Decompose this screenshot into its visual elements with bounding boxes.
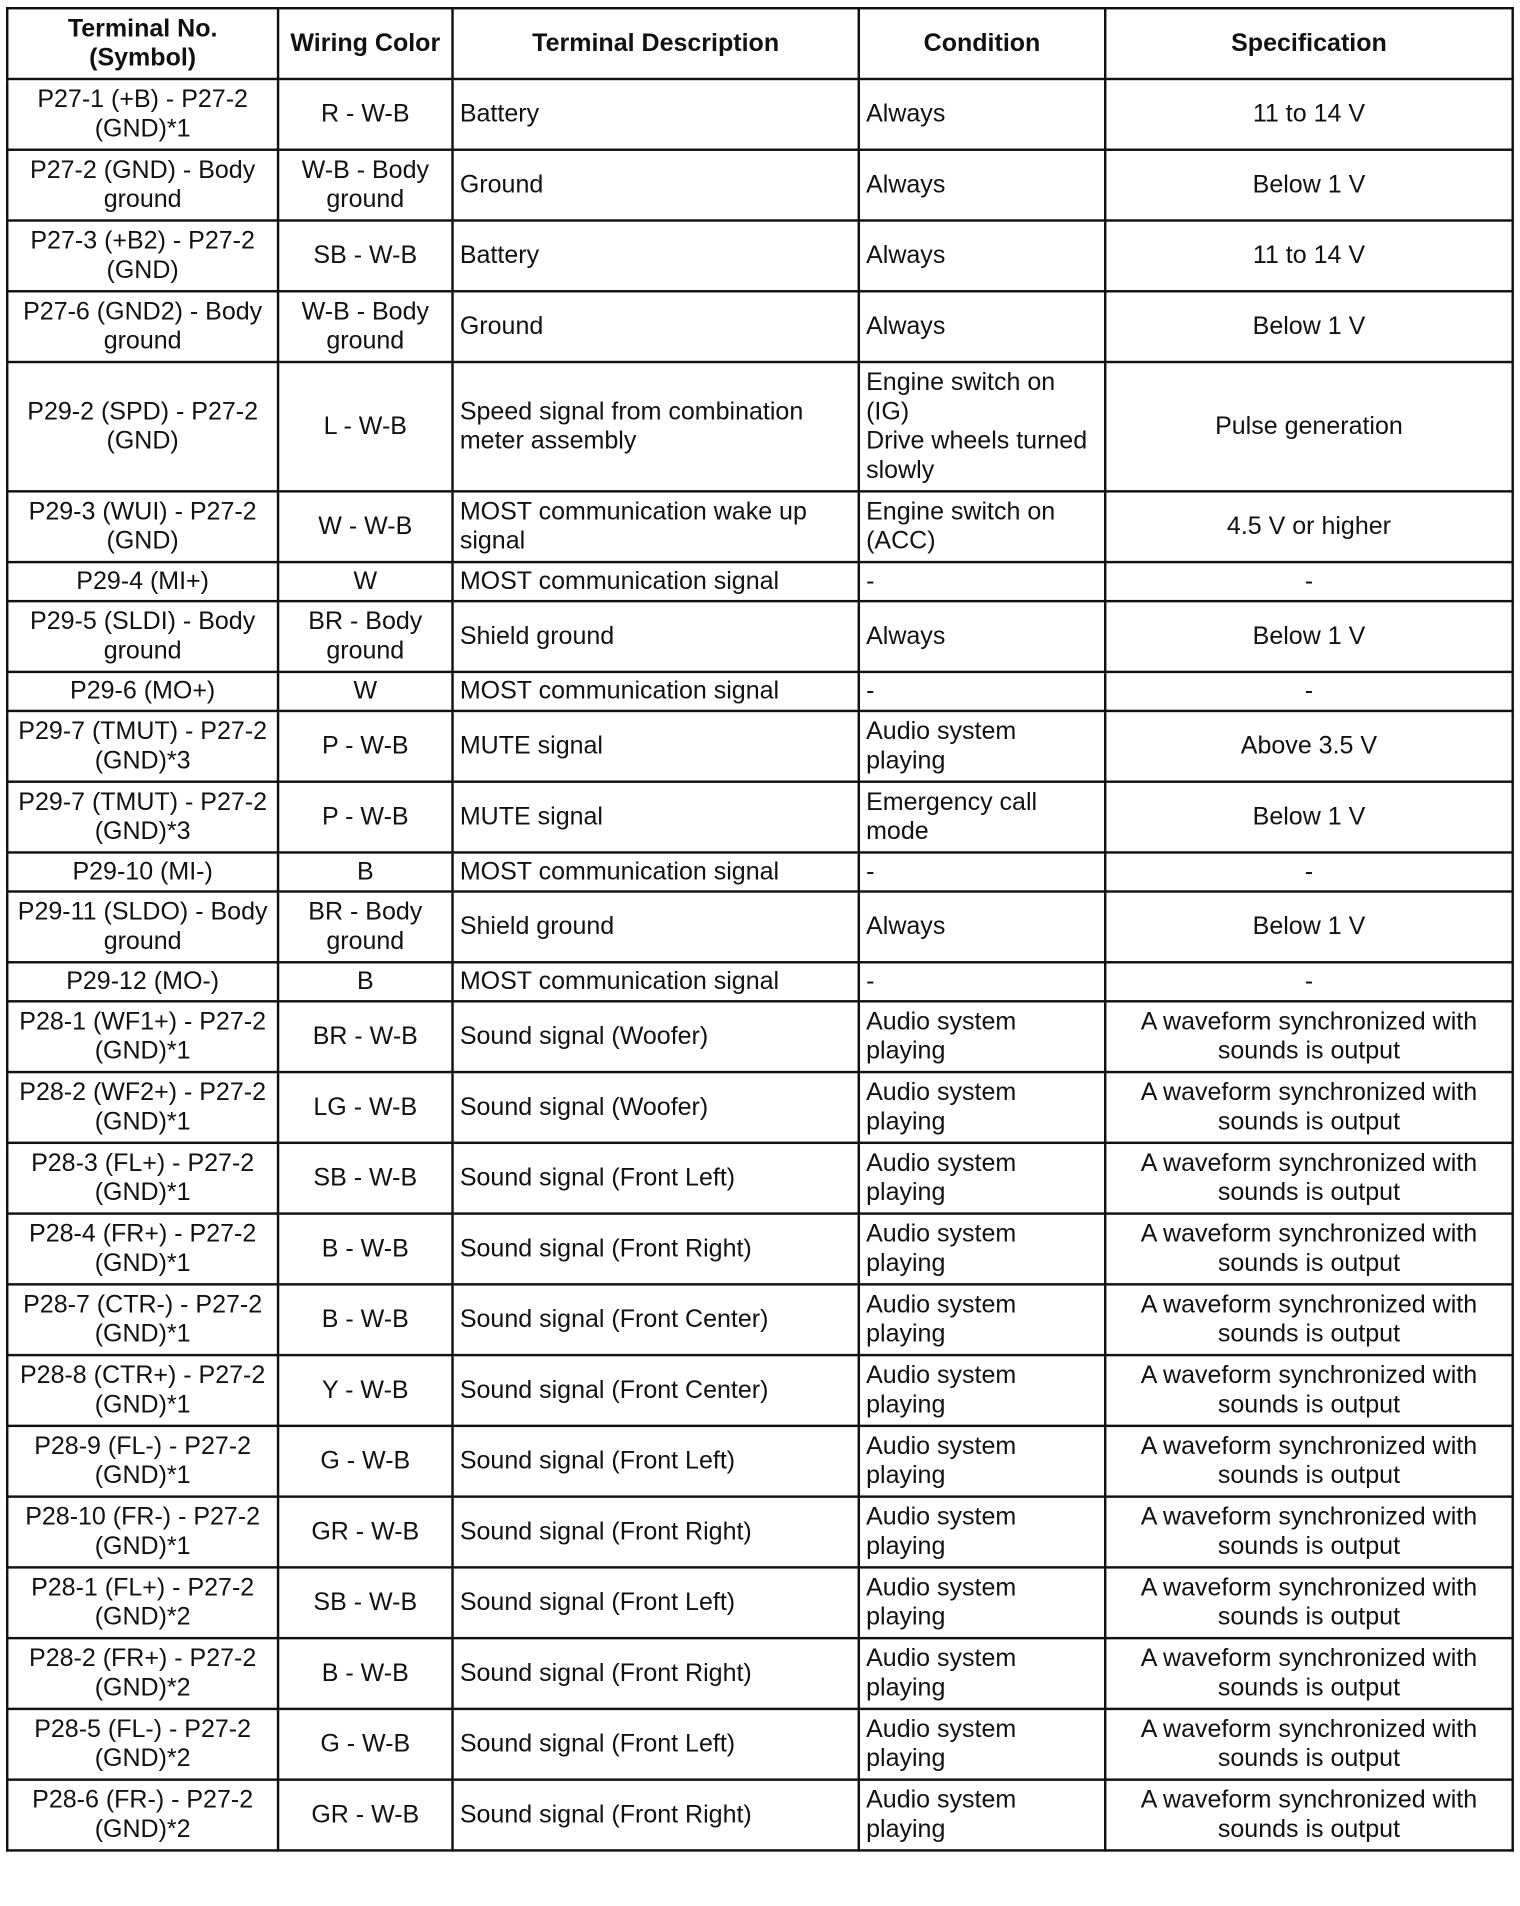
cell-specification: A waveform synchronized with sounds is output xyxy=(1105,1001,1512,1072)
cell-terminal: P27-6 (GND2) - Body ground xyxy=(7,291,278,362)
cell-wiring-color: P - W-B xyxy=(278,782,452,853)
cell-wiring-color: W xyxy=(278,562,452,601)
cell-specification: - xyxy=(1105,672,1512,711)
cell-condition xyxy=(859,362,1105,491)
cell-terminal: P29-7 (TMUT) - P27-2 (GND)*3 xyxy=(7,711,278,782)
cell-terminal: P29-6 (MO+) xyxy=(7,672,278,711)
table-row xyxy=(7,491,1512,562)
table-row xyxy=(7,1355,1512,1426)
cell-wiring-color: W - W-B xyxy=(278,491,452,562)
cell-description: MOST communication wake up signal xyxy=(453,491,859,562)
cell-description: Sound signal (Woofer) xyxy=(453,1072,859,1143)
cell-condition: Audio system playing xyxy=(859,1072,1105,1143)
cell-specification: Below 1 V xyxy=(1105,291,1512,362)
cell-description: MUTE signal xyxy=(453,711,859,782)
cell-specification: A waveform synchronized with sounds is output xyxy=(1105,1567,1512,1638)
cell-condition: Audio system playing xyxy=(859,1214,1105,1285)
cell-description: Ground xyxy=(453,291,859,362)
cell-specification: Above 3.5 V xyxy=(1105,711,1512,782)
cell-description: Sound signal (Front Right) xyxy=(453,1780,859,1851)
cell-terminal: P29-2 (SPD) - P27-2 (GND) xyxy=(7,362,278,491)
cell-wiring-color: LG - W-B xyxy=(278,1072,452,1143)
table-row xyxy=(7,892,1512,963)
cell-wiring-color: B - W-B xyxy=(278,1284,452,1355)
cell-terminal: P29-4 (MI+) xyxy=(7,562,278,601)
cell-terminal: P28-3 (FL+) - P27-2 (GND)*1 xyxy=(7,1143,278,1214)
table-body xyxy=(7,79,1512,1850)
header-row xyxy=(7,8,1512,79)
table-row xyxy=(7,1780,1512,1851)
table-row xyxy=(7,221,1512,292)
cell-wiring-color: B xyxy=(278,852,452,891)
cell-specification: 4.5 V or higher xyxy=(1105,491,1512,562)
cell-specification: A waveform synchronized with sounds is output xyxy=(1105,1497,1512,1568)
header-description: Terminal Description xyxy=(453,8,859,79)
table-row xyxy=(7,291,1512,362)
cell-wiring-color: BR - W-B xyxy=(278,1001,452,1072)
cell-specification: - xyxy=(1105,852,1512,891)
cell-specification: A waveform synchronized with sounds is output xyxy=(1105,1638,1512,1709)
cell-condition: Engine switch on (ACC) xyxy=(859,491,1105,562)
cell-terminal: P29-5 (SLDI) - Body ground xyxy=(7,601,278,672)
cell-wiring-color: P - W-B xyxy=(278,711,452,782)
cell-terminal: P29-7 (TMUT) - P27-2 (GND)*3 xyxy=(7,782,278,853)
cell-wiring-color: W xyxy=(278,672,452,711)
cell-condition: Audio system playing xyxy=(859,1001,1105,1072)
table-row xyxy=(7,1284,1512,1355)
cell-description: MOST communication signal xyxy=(453,852,859,891)
cell-wiring-color: B - W-B xyxy=(278,1638,452,1709)
table-row xyxy=(7,1072,1512,1143)
cell-condition: Audio system playing xyxy=(859,1497,1105,1568)
table-row xyxy=(7,601,1512,672)
cell-description: Ground xyxy=(453,150,859,221)
cell-description: MOST communication signal xyxy=(453,962,859,1001)
cell-description: Sound signal (Front Right) xyxy=(453,1638,859,1709)
cell-wiring-color: GR - W-B xyxy=(278,1780,452,1851)
cell-specification: - xyxy=(1105,562,1512,601)
cell-description: Sound signal (Front Left) xyxy=(453,1567,859,1638)
cell-description: Sound signal (Front Right) xyxy=(453,1497,859,1568)
cell-specification: A waveform synchronized with sounds is output xyxy=(1105,1143,1512,1214)
cell-condition: Audio system playing xyxy=(859,1355,1105,1426)
cell-condition: Audio system playing xyxy=(859,711,1105,782)
cell-description: Sound signal (Front Center) xyxy=(453,1284,859,1355)
cell-terminal: P28-10 (FR-) - P27-2 (GND)*1 xyxy=(7,1497,278,1568)
cell-description: Sound signal (Woofer) xyxy=(453,1001,859,1072)
cell-specification: Below 1 V xyxy=(1105,601,1512,672)
table-row xyxy=(7,782,1512,853)
cell-condition: - xyxy=(859,852,1105,891)
table-row xyxy=(7,1001,1512,1072)
cell-wiring-color: B - W-B xyxy=(278,1214,452,1285)
cell-description: Shield ground xyxy=(453,892,859,963)
cell-terminal: P28-2 (FR+) - P27-2 (GND)*2 xyxy=(7,1638,278,1709)
cell-terminal: P28-1 (WF1+) - P27-2 (GND)*1 xyxy=(7,1001,278,1072)
cell-specification: Pulse generation xyxy=(1105,362,1512,491)
cell-terminal: P29-11 (SLDO) - Body ground xyxy=(7,892,278,963)
cell-condition: Audio system playing xyxy=(859,1709,1105,1780)
cell-wiring-color: W-B - Body ground xyxy=(278,291,452,362)
cell-condition: Audio system playing xyxy=(859,1284,1105,1355)
cell-specification: A waveform synchronized with sounds is output xyxy=(1105,1709,1512,1780)
cell-condition: - xyxy=(859,672,1105,711)
cell-specification: A waveform synchronized with sounds is output xyxy=(1105,1355,1512,1426)
header-specification: Specification xyxy=(1105,8,1512,79)
cell-terminal: P28-5 (FL-) - P27-2 (GND)*2 xyxy=(7,1709,278,1780)
cell-wiring-color: B xyxy=(278,962,452,1001)
cell-terminal: P28-1 (FL+) - P27-2 (GND)*2 xyxy=(7,1567,278,1638)
cell-terminal: P29-12 (MO-) xyxy=(7,962,278,1001)
cell-description: MOST communication signal xyxy=(453,672,859,711)
condition-line: Engine switch on (IG) xyxy=(866,368,1056,426)
table-row xyxy=(7,1214,1512,1285)
cell-condition: Emergency call mode xyxy=(859,782,1105,853)
cell-condition: Always xyxy=(859,79,1105,150)
table-row xyxy=(7,1426,1512,1497)
header-condition: Condition xyxy=(859,8,1105,79)
table-row xyxy=(7,1497,1512,1568)
cell-specification: Below 1 V xyxy=(1105,892,1512,963)
cell-terminal: P29-10 (MI-) xyxy=(7,852,278,891)
cell-condition: Always xyxy=(859,150,1105,221)
cell-description: Sound signal (Front Right) xyxy=(453,1214,859,1285)
cell-terminal: P28-6 (FR-) - P27-2 (GND)*2 xyxy=(7,1780,278,1851)
cell-wiring-color: SB - W-B xyxy=(278,221,452,292)
cell-specification: Below 1 V xyxy=(1105,150,1512,221)
cell-wiring-color: G - W-B xyxy=(278,1426,452,1497)
cell-wiring-color: SB - W-B xyxy=(278,1143,452,1214)
cell-terminal: P27-1 (+B) - P27-2 (GND)*1 xyxy=(7,79,278,150)
cell-condition: - xyxy=(859,562,1105,601)
cell-description: Sound signal (Front Left) xyxy=(453,1143,859,1214)
header-terminal: Terminal No. (Symbol) xyxy=(7,8,278,79)
cell-description: MOST communication signal xyxy=(453,562,859,601)
cell-specification: A waveform synchronized with sounds is output xyxy=(1105,1426,1512,1497)
cell-condition: Audio system playing xyxy=(859,1567,1105,1638)
cell-specification: Below 1 V xyxy=(1105,782,1512,853)
cell-terminal: P28-9 (FL-) - P27-2 (GND)*1 xyxy=(7,1426,278,1497)
cell-description: MUTE signal xyxy=(453,782,859,853)
cell-specification: 11 to 14 V xyxy=(1105,221,1512,292)
cell-description: Sound signal (Front Center) xyxy=(453,1355,859,1426)
cell-terminal: P28-4 (FR+) - P27-2 (GND)*1 xyxy=(7,1214,278,1285)
cell-wiring-color: BR - Body ground xyxy=(278,601,452,672)
header-wiring-color: Wiring Color xyxy=(278,8,452,79)
cell-specification: - xyxy=(1105,962,1512,1001)
cell-terminal: P28-7 (CTR-) - P27-2 (GND)*1 xyxy=(7,1284,278,1355)
cell-specification: A waveform synchronized with sounds is output xyxy=(1105,1214,1512,1285)
cell-specification: 11 to 14 V xyxy=(1105,79,1512,150)
cell-condition: Audio system playing xyxy=(859,1780,1105,1851)
cell-description: Shield ground xyxy=(453,601,859,672)
cell-terminal: P27-3 (+B2) - P27-2 (GND) xyxy=(7,221,278,292)
cell-description: Speed signal from combination meter assembly xyxy=(453,362,859,491)
table-row xyxy=(7,150,1512,221)
cell-wiring-color: G - W-B xyxy=(278,1709,452,1780)
cell-condition: Always xyxy=(859,291,1105,362)
cell-wiring-color: BR - Body ground xyxy=(278,892,452,963)
cell-terminal: P27-2 (GND) - Body ground xyxy=(7,150,278,221)
table-row xyxy=(7,672,1512,711)
cell-condition: Always xyxy=(859,892,1105,963)
terminal-spec-table xyxy=(6,7,1514,1852)
table-row xyxy=(7,362,1512,491)
cell-terminal: P29-3 (WUI) - P27-2 (GND) xyxy=(7,491,278,562)
cell-wiring-color: Y - W-B xyxy=(278,1355,452,1426)
table-row xyxy=(7,852,1512,891)
table-row xyxy=(7,79,1512,150)
cell-description: Sound signal (Front Left) xyxy=(453,1426,859,1497)
cell-description: Battery xyxy=(453,221,859,292)
cell-specification: A waveform synchronized with sounds is output xyxy=(1105,1072,1512,1143)
table-row xyxy=(7,1143,1512,1214)
cell-terminal: P28-8 (CTR+) - P27-2 (GND)*1 xyxy=(7,1355,278,1426)
cell-condition: Audio system playing xyxy=(859,1143,1105,1214)
cell-description: Battery xyxy=(453,79,859,150)
cell-wiring-color: SB - W-B xyxy=(278,1567,452,1638)
cell-specification: A waveform synchronized with sounds is output xyxy=(1105,1284,1512,1355)
cell-specification: A waveform synchronized with sounds is output xyxy=(1105,1780,1512,1851)
cell-condition: Always xyxy=(859,601,1105,672)
cell-wiring-color: L - W-B xyxy=(278,362,452,491)
table-row xyxy=(7,1709,1512,1780)
document-page xyxy=(6,7,1520,1852)
cell-condition: - xyxy=(859,962,1105,1001)
condition-line: Drive wheels turned slowly xyxy=(866,426,1088,485)
cell-condition: Audio system playing xyxy=(859,1638,1105,1709)
cell-wiring-color: W-B - Body ground xyxy=(278,150,452,221)
table-row xyxy=(7,1638,1512,1709)
cell-condition: Always xyxy=(859,221,1105,292)
table-row xyxy=(7,711,1512,782)
cell-terminal: P28-2 (WF2+) - P27-2 (GND)*1 xyxy=(7,1072,278,1143)
cell-condition: Audio system playing xyxy=(859,1426,1105,1497)
table-row xyxy=(7,562,1512,601)
cell-description: Sound signal (Front Left) xyxy=(453,1709,859,1780)
table-row xyxy=(7,962,1512,1001)
table-row xyxy=(7,1567,1512,1638)
cell-wiring-color: GR - W-B xyxy=(278,1497,452,1568)
cell-wiring-color: R - W-B xyxy=(278,79,452,150)
